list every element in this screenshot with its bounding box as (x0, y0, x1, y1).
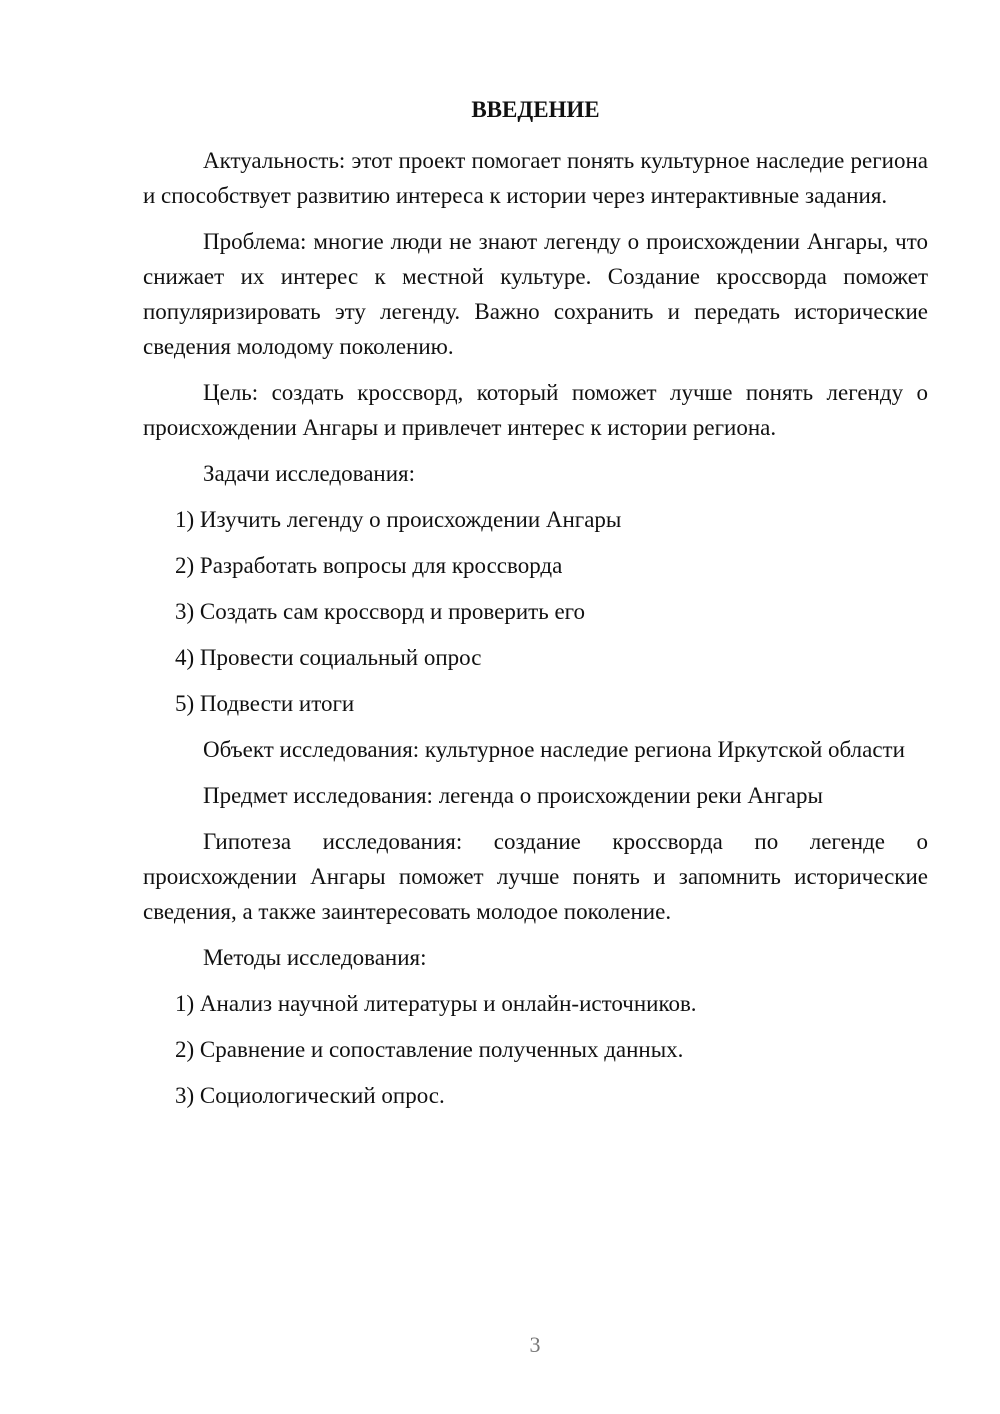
methods-heading: Методы исследования: (203, 945, 427, 970)
relevance-paragraph: Актуальность: этот проект помогает понять культурное наследие региона и способствует развитию интереса к истории через интерактивные задания. (143, 148, 928, 208)
subject-paragraph: Предмет исследования: легенда о происхождении реки Ангары (203, 783, 823, 808)
page-number: 3 (529, 1332, 541, 1357)
hypothesis-paragraph: Гипотеза исследования: создание кроссворда по легенде о происхождении Ангары поможет лучше понять и запомнить исторические сведения, а также заинтересовать молодое поколение. (143, 829, 928, 924)
task-item: 1) Изучить легенду о происхождении Ангары (175, 507, 622, 532)
task-item: 5) Подвести итоги (175, 691, 355, 716)
page-title: ВВЕДЕНИЕ (471, 97, 600, 122)
tasks-heading: Задачи исследования: (203, 461, 416, 486)
task-item: 4) Провести социальный опрос (175, 645, 482, 670)
method-item: 3) Социологический опрос. (175, 1083, 445, 1108)
method-item: 2) Сравнение и сопоставление полученных данных. (175, 1037, 684, 1062)
object-paragraph: Объект исследования: культурное наследие региона Иркутской области (203, 737, 905, 762)
task-item: 2) Разработать вопросы для кроссворда (175, 553, 563, 578)
problem-paragraph: Проблема: многие люди не знают легенду о происхождении Ангары, что снижает их интерес к местной культуре. Создание кроссворда поможет популяризировать эту легенду. Важно сохранить и передать исторические сведения молодому поколению. (143, 229, 928, 359)
task-item: 3) Создать сам кроссворд и проверить его (175, 599, 586, 624)
goal-paragraph: Цель: создать кроссворд, который поможет лучше понять легенду о происхождении Ангары и привлечет интерес к истории региона. (143, 380, 928, 440)
method-item: 1) Анализ научной литературы и онлайн-источников. (175, 991, 697, 1016)
document-body (143, 95, 928, 1124)
